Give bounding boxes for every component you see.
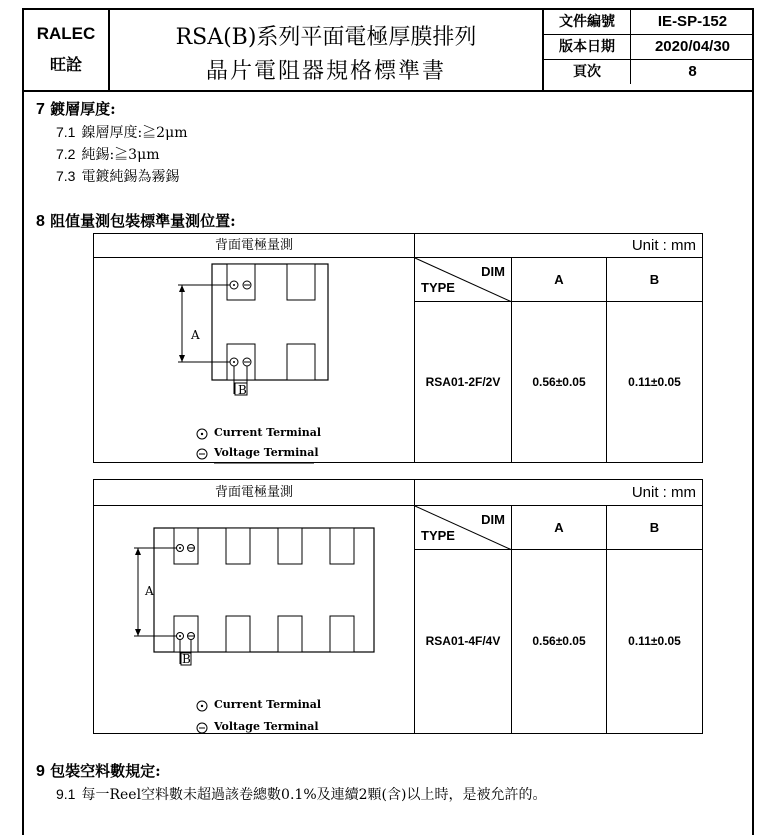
column-header-b: B — [607, 258, 702, 302]
dim-type-header — [415, 506, 512, 550]
meta-value: 2020/04/30 — [654, 38, 731, 55]
meta-row-doc-number — [544, 10, 754, 35]
item-text: 純錫:≧3μm — [81, 147, 160, 163]
title-line-2: 晶片電阻器規格標準書 — [205, 59, 446, 84]
meta-key: 頁次 — [544, 60, 631, 84]
item-number: 9.1 — [56, 786, 76, 802]
title-line-1: RSA(B)系列平面電極厚膜排列 — [175, 25, 477, 50]
meta-key: 文件編號 — [544, 10, 631, 34]
dim-type-header — [415, 258, 512, 302]
measurement-table-2 — [93, 479, 703, 734]
meta-row-version-date — [544, 35, 754, 60]
section-title: 包裝空料數規定: — [50, 762, 161, 780]
dimension-a-label: A — [145, 584, 154, 598]
section-8-heading — [36, 210, 236, 231]
list-item — [56, 784, 546, 804]
list-item — [56, 144, 159, 164]
section-7-heading — [36, 98, 116, 119]
measurement-table-1 — [93, 233, 703, 463]
value-b-cell: 0.11±0.05 — [628, 375, 681, 389]
unit-label: Unit : mm — [415, 234, 702, 258]
value-a-cell: 0.56±0.05 — [512, 550, 607, 733]
value-b-cell: 0.11±0.05 — [628, 634, 681, 648]
meta-value: 8 — [688, 63, 697, 80]
document-header — [24, 10, 752, 92]
terminal-diagram — [94, 258, 415, 462]
item-number: 7.2 — [56, 146, 76, 162]
meta-row-page — [544, 60, 754, 84]
item-text: 每一Reel空料數未超過該卷總數0.1%及連續2顆(含)以上時，是被允許的。 — [81, 787, 547, 803]
column-header-a: A — [512, 258, 607, 302]
unit-label: Unit : mm — [415, 480, 702, 506]
legend-current-terminal: Current Terminal — [214, 698, 322, 711]
legend-voltage-terminal: Voltage Terminal — [214, 446, 319, 459]
meta-value: IE-SP-152 — [657, 13, 728, 30]
dimension-b-label: B — [182, 652, 191, 666]
section-number: 9 — [36, 763, 45, 780]
type-cell: RSA01-2F/2V — [415, 302, 512, 462]
list-item — [56, 122, 187, 142]
column-header-a: A — [512, 506, 607, 550]
section-title: 鍍層厚度: — [50, 100, 116, 118]
dimension-a-label: A — [191, 328, 200, 342]
company-logo — [24, 10, 110, 90]
legend-voltage-terminal: Voltage Terminal — [214, 720, 319, 733]
company-name-en: RALEC — [36, 24, 96, 43]
section-number: 7 — [36, 101, 45, 118]
company-name-zh: 旺詮 — [49, 57, 82, 74]
type-cell: RSA01-4F/4V — [415, 550, 512, 733]
document-meta — [542, 10, 754, 90]
document-page — [22, 8, 754, 835]
legend-current-terminal: Current Terminal — [214, 426, 322, 439]
table-caption: 背面電極量測 — [94, 234, 415, 258]
column-header-b: B — [607, 506, 702, 550]
item-number: 7.1 — [56, 124, 76, 140]
section-title: 阻值量測包裝標準量測位置: — [50, 212, 236, 230]
section-9-heading — [36, 760, 161, 781]
document-title — [110, 10, 542, 90]
section-number: 8 — [36, 213, 45, 230]
type-label: TYPE — [421, 528, 455, 543]
dim-label: DIM — [481, 512, 505, 527]
table-caption: 背面電極量測 — [94, 480, 415, 506]
list-item — [56, 166, 179, 186]
dim-label: DIM — [481, 264, 505, 279]
item-text: 鎳層厚度:≧2μm — [81, 125, 188, 141]
terminal-diagram — [94, 506, 415, 733]
value-a-cell: 0.56±0.05 — [512, 302, 607, 462]
meta-key: 版本日期 — [544, 35, 631, 59]
item-text: 電鍍純錫為霧錫 — [81, 169, 180, 185]
dimension-b-label: B — [238, 383, 247, 397]
item-number: 7.3 — [56, 168, 76, 184]
type-label: TYPE — [421, 280, 455, 295]
